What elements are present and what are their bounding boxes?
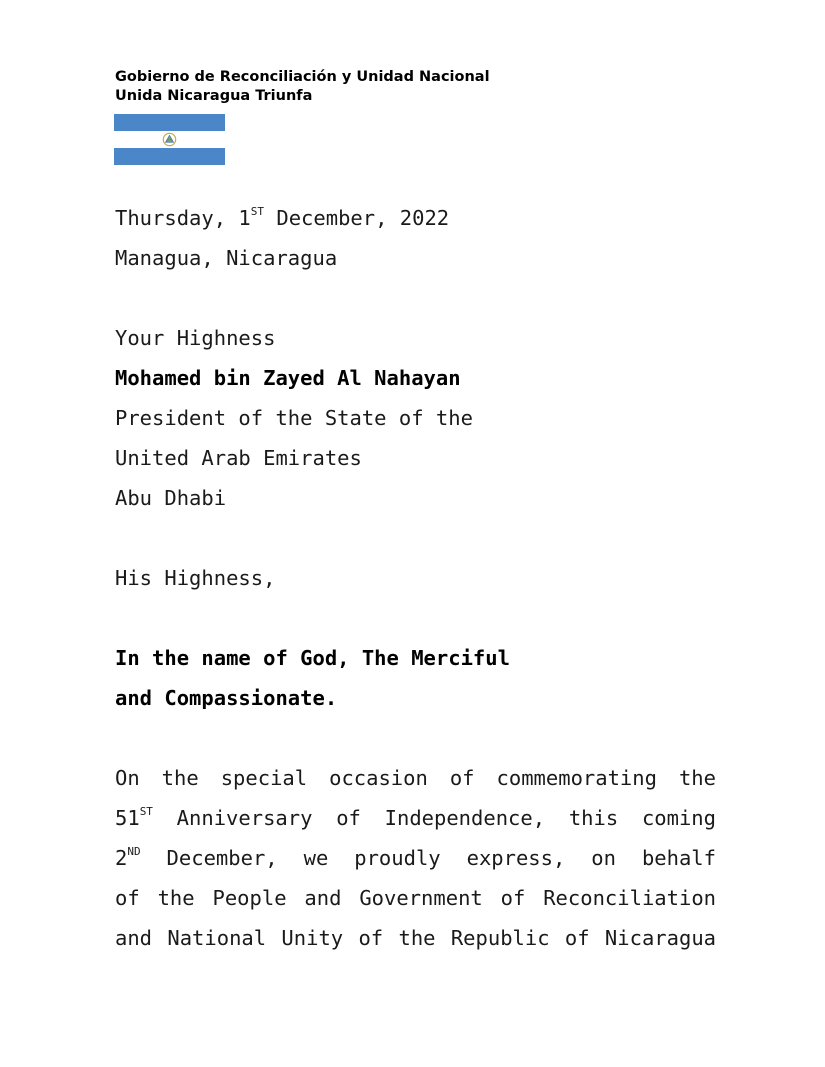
recipient-name: Mohamed bin Zayed Al Nahayan <box>115 366 461 390</box>
anniversary-number: 51 <box>115 806 140 830</box>
letterhead <box>115 68 490 106</box>
flag-middle-band <box>114 131 225 148</box>
body-line-3-text: December, we proudly express, on behalf <box>140 846 716 870</box>
body-line-2 <box>115 798 716 838</box>
letterhead-government-name: Gobierno de Reconciliación y Unidad Nacional <box>115 69 490 85</box>
recipient-city: Abu Dhabi <box>115 486 227 510</box>
date-day-suffix: ST <box>250 205 265 218</box>
flag-bottom-band <box>114 148 225 165</box>
nicaragua-coat-of-arms-icon <box>162 131 177 148</box>
recipient-title: Your Highness <box>115 326 276 350</box>
invocation-line2: and Compassionate. <box>115 686 338 710</box>
nicaragua-flag-icon <box>114 114 225 165</box>
recipient-position-line2: United Arab Emirates <box>115 446 362 470</box>
body-line-3 <box>115 838 716 878</box>
letterhead-motto: Unida Nicaragua Triunfa <box>115 88 313 104</box>
letter-place: Managua, Nicaragua <box>115 246 338 270</box>
body-line-4: of the People and Government of Reconciliation <box>115 886 716 910</box>
day-number: 2 <box>115 846 128 870</box>
date-weekday-day: Thursday, 1 <box>115 206 251 230</box>
letter-date <box>115 198 716 238</box>
body-line-1: On the special occasion of commemorating the <box>115 766 716 790</box>
letter-body <box>115 198 716 958</box>
flag-top-band <box>114 114 225 131</box>
day-suffix: ND <box>127 845 141 858</box>
invocation-line1: In the name of God, The Merciful <box>115 646 510 670</box>
body-line-2-text: Anniversary of Independence, this coming <box>152 806 716 830</box>
letter-greeting: His Highness, <box>115 566 276 590</box>
anniversary-suffix: ST <box>139 805 153 818</box>
body-line-5: and National Unity of the Republic of Nicaragua <box>115 926 716 950</box>
date-month-year: December, 2022 <box>264 206 450 230</box>
recipient-position-line1: President of the State of the <box>115 406 473 430</box>
